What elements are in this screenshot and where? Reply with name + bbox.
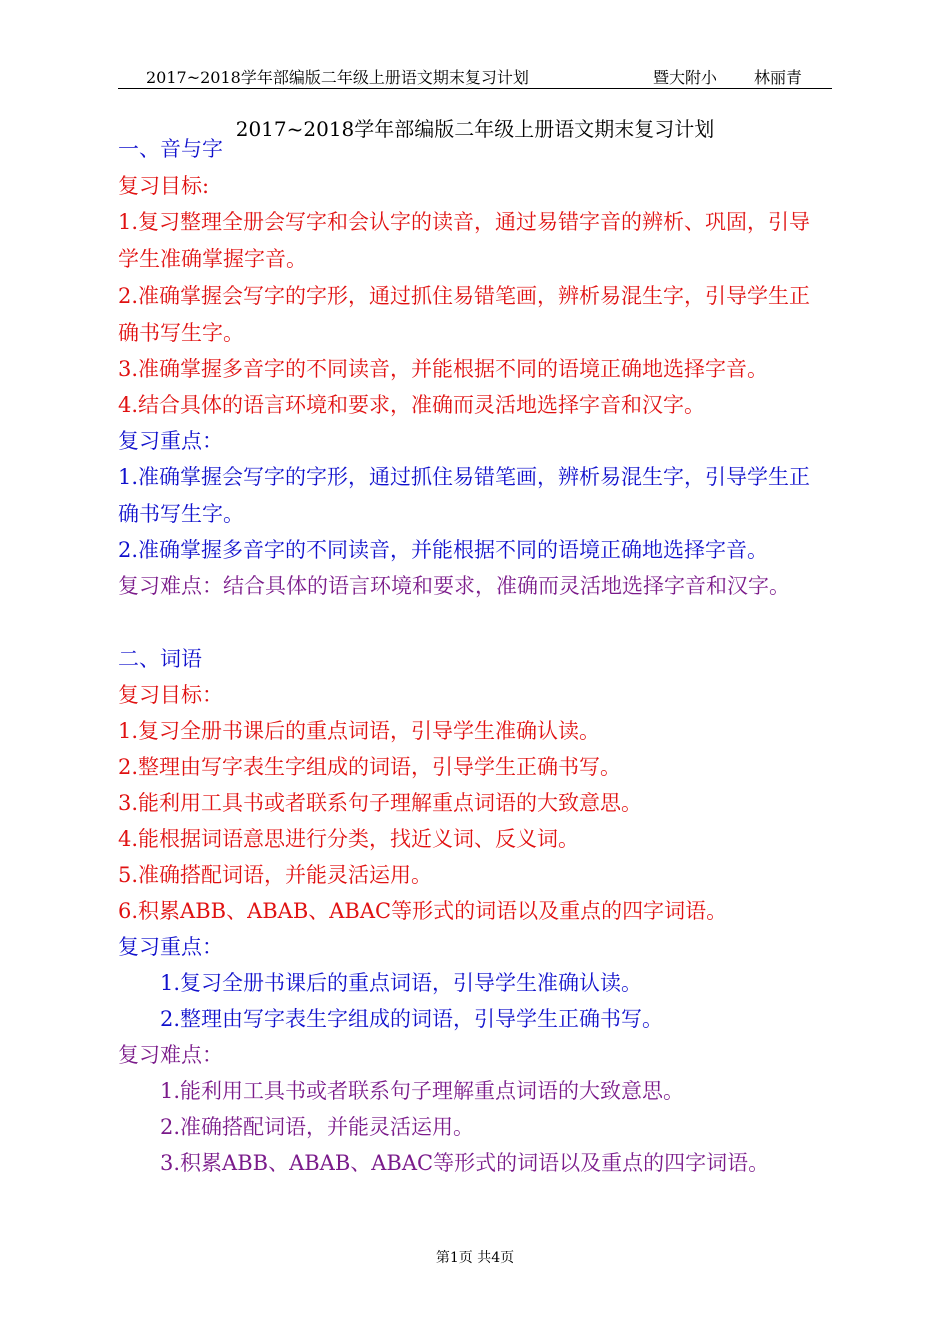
section2-goal1: 1.复习全册书课后的重点词语，引导学生准确认读。	[118, 719, 601, 743]
section2-key-label: 复习重点：	[118, 935, 223, 959]
section2-goal2: 2.整理由写字表生字组成的词语，引导学生正确书写。	[118, 755, 622, 779]
section1-key1-line2: 确书写生字。	[118, 502, 244, 526]
section2-goals-label: 复习目标：	[118, 683, 223, 707]
page-footer: 第1页 共4页	[435, 1250, 515, 1266]
section1-goal1-line1: 1.复习整理全册会写字和会认字的读音，通过易错字音的辨析、巩固，引导	[118, 210, 811, 234]
section2-key1: 1.复习全册书课后的重点词语，引导学生准确认读。	[160, 971, 643, 995]
section2-diff1: 1.能利用工具书或者联系句子理解重点词语的大致意思。	[160, 1079, 685, 1103]
section2-diff2: 2.准确搭配词语，并能灵活运用。	[160, 1115, 475, 1139]
section1-goal3: 3.准确掌握多音字的不同读音，并能根据不同的语境正确地选择字音。	[118, 357, 769, 381]
section2-goal4: 4.能根据词语意思进行分类，找近义词、反义词。	[118, 827, 580, 851]
section1-difficulty: 复习难点：结合具体的语言环境和要求，准确而灵活地选择字音和汉字。	[118, 574, 790, 598]
section1-goal1-line2: 学生准确掌握字音。	[118, 247, 307, 271]
section1-goal2-line1: 2.准确掌握会写字的字形，通过抓住易错笔画，辨析易混生字，引导学生正	[118, 284, 811, 308]
section1-goal2-line2: 确书写生字。	[118, 321, 244, 345]
page-header	[118, 62, 832, 89]
section2-diff-label: 复习难点：	[118, 1043, 223, 1067]
section2-goal5: 5.准确搭配词语，并能灵活运用。	[118, 863, 433, 887]
section2-goal6: 6.积累ABB、ABAB、ABAC等形式的词语以及重点的四字词语。	[118, 899, 728, 923]
header-school: 暨大附小	[653, 68, 718, 87]
section1-key2: 2.准确掌握多音字的不同读音，并能根据不同的语境正确地选择字音。	[118, 538, 769, 562]
section1-goal4: 4.结合具体的语言环境和要求，准确而灵活地选择字音和汉字。	[118, 393, 706, 417]
section1-key1-line1: 1.准确掌握会写字的字形，通过抓住易错笔画，辨析易混生字，引导学生正	[118, 465, 811, 489]
section1-goals-label: 复习目标:	[118, 174, 210, 198]
section2-goal3: 3.能利用工具书或者联系句子理解重点词语的大致意思。	[118, 791, 643, 815]
header-title: 2017~2018学年部编版二年级上册语文期末复习计划	[146, 68, 529, 87]
section2-key2: 2.整理由写字表生字组成的词语，引导学生正确书写。	[160, 1007, 664, 1031]
section2-diff3: 3.积累ABB、ABAB、ABAC等形式的词语以及重点的四字词语。	[160, 1151, 770, 1175]
section1-heading: 一、音与字	[118, 137, 223, 161]
document-title: 2017~2018学年部编版二年级上册语文期末复习计划	[235, 117, 715, 141]
header-author: 林丽青	[754, 68, 803, 87]
section1-key-label: 复习重点：	[118, 429, 223, 453]
section2-heading: 二、词语	[118, 647, 202, 671]
